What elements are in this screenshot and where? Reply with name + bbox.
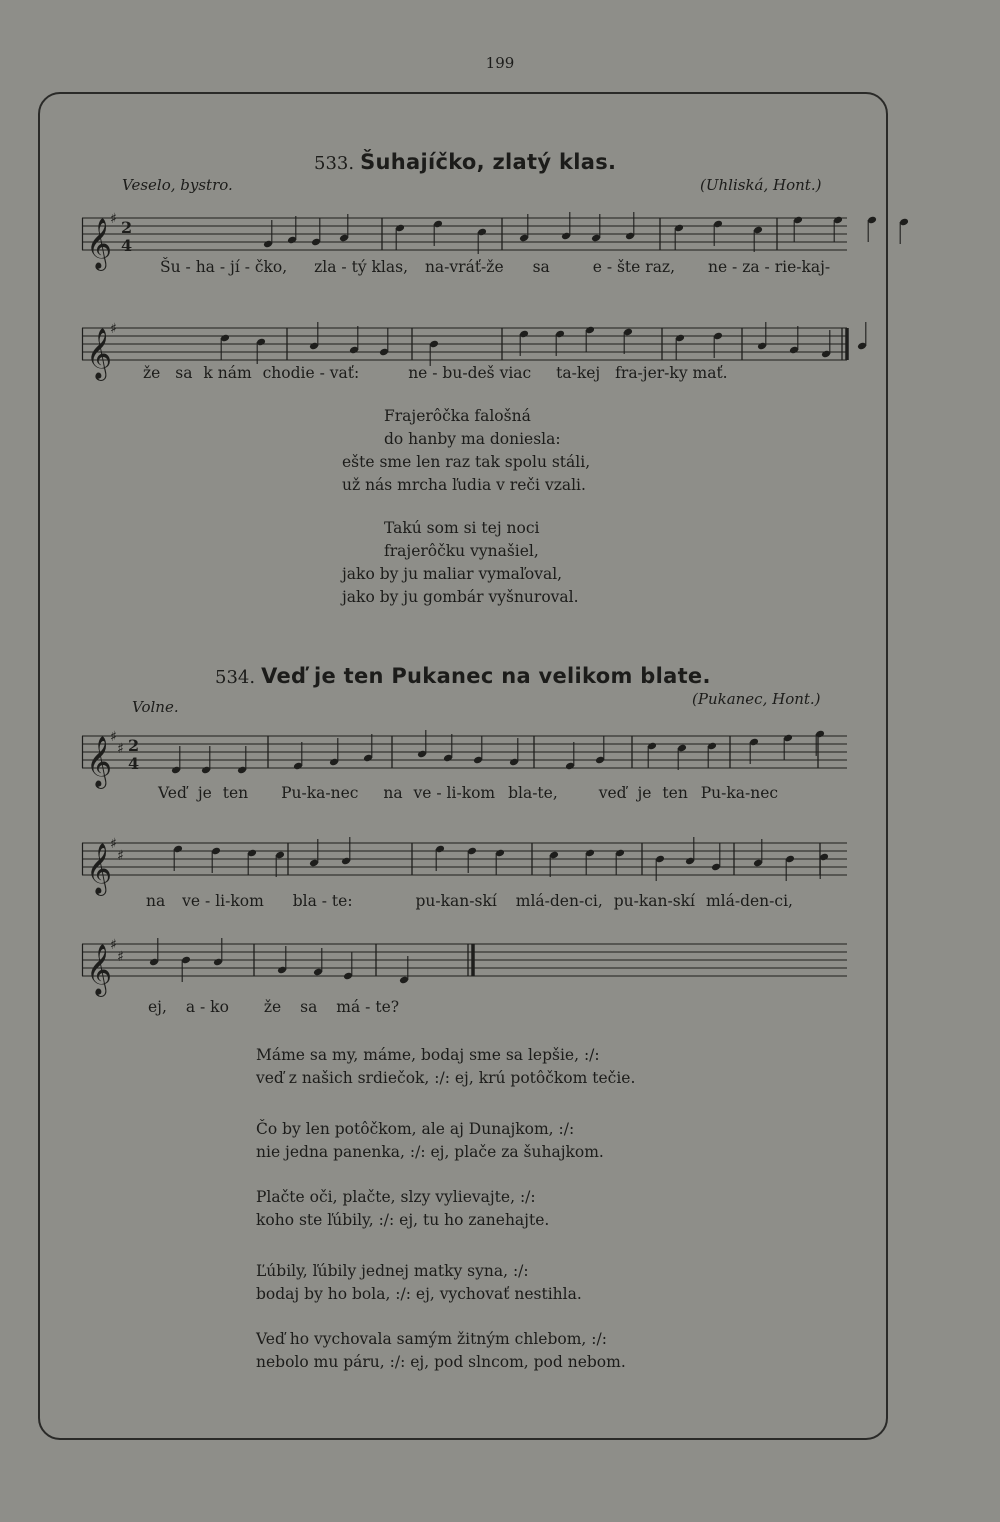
staff (82, 934, 847, 995)
lyric-syllable: ten (222, 784, 249, 802)
verse-line: nie jedna panenka, :/: ej, plače za šuhajkom. (256, 1143, 604, 1161)
song-534-lyric-line-2 (146, 892, 793, 910)
song-533-lyric-line-2 (143, 364, 728, 382)
lyric-syllable: klas, (371, 258, 409, 276)
page-number: 199 (485, 54, 515, 72)
song-534-verse-5 (256, 1328, 626, 1374)
song-534-verse-1 (256, 1044, 635, 1090)
lyric-syllable: je (197, 784, 212, 802)
song-534-origin: (Pukanec, Hont.) (692, 690, 821, 708)
verse-line: ešte sme len raz tak spolu stáli, (342, 453, 591, 471)
song-534-lyric-line-3 (148, 998, 399, 1016)
staff (82, 726, 847, 787)
lyric-syllable: pu-kan-skí (613, 892, 696, 910)
verse-line: frajerôčku vynašiel, (384, 542, 539, 560)
verse-line: Plačte oči, plačte, slzy vylievajte, :/: (256, 1188, 536, 1206)
lyric-syllable: sa (532, 258, 550, 276)
lyric-syllable: má (336, 998, 361, 1016)
lyric-syllable: - (319, 364, 325, 382)
sharp-icon: ♯ (110, 937, 117, 953)
time-signature-denominator: 4 (121, 236, 133, 255)
sharp-icon: ♯ (117, 741, 124, 757)
verse-line: Čo by len potôčkom, ale aj Dunajkom, :/: (256, 1120, 575, 1138)
lyric-syllable: te? (375, 998, 400, 1016)
lyric-syllable: viac (499, 364, 532, 382)
song-534-verse-4 (256, 1260, 582, 1306)
verse-line: jako by ju gombár vyšnuroval. (342, 588, 579, 606)
lyric-syllable: pu-kan-skí (415, 892, 497, 910)
sharp-icon: ♯ (117, 848, 124, 864)
sharp-icon: ♯ (117, 949, 124, 965)
lyric-syllable: veď (598, 784, 627, 802)
time-signature-numerator: 2 (121, 218, 133, 237)
treble-clef-icon: 𝄞 (86, 328, 113, 379)
song-534-tempo: Volne. (132, 698, 179, 716)
sharp-icon: ♯ (110, 836, 117, 852)
song-533-origin: (Uhliská, Hont.) (700, 176, 822, 194)
lyric-syllable: zla - tý (314, 258, 367, 276)
lyric-syllable: Šu - ha - jí - čko, (160, 258, 288, 276)
verse-line: nebolo mu páru, :/: ej, pod slncom, pod nebom. (256, 1353, 626, 1371)
lyric-syllable: ten (662, 784, 688, 802)
sharp-icon: ♯ (110, 321, 117, 337)
time-signature-numerator: 2 (128, 736, 140, 755)
verse-line: Máme sa my, máme, bodaj sme sa lepšie, :/: (256, 1046, 600, 1064)
lyric-syllable: ve - li-kom (413, 784, 496, 802)
song-533-verse-1 (342, 405, 590, 497)
lyric-syllable: ej, (148, 998, 167, 1016)
lyric-syllable: bla-te, (508, 784, 558, 802)
verse-line: Frajerôčka falošná (384, 407, 531, 425)
song-534-verse-3 (256, 1186, 549, 1232)
song-533-title: 533. Šuhajíčko, zlatý klas. (314, 150, 617, 174)
verse-line: Ľúbily, ľúbily jednej matky syna, :/: (256, 1262, 529, 1280)
lyric-syllable: mlá-den-ci, (705, 892, 793, 910)
staff (82, 833, 847, 894)
verse-line: veď z našich srdiečok, :/: ej, krú potôčkom tečie. (256, 1069, 636, 1087)
treble-clef-icon: 𝄞 (86, 736, 113, 787)
lyric-syllable: bla - te: (292, 892, 353, 910)
song-533-tempo: Veselo, bystro. (122, 176, 233, 194)
lyric-syllable: Pu-ka-nec (281, 784, 359, 802)
treble-clef-icon: 𝄞 (86, 843, 113, 894)
song-533-lyric-line-1 (160, 258, 830, 276)
lyric-syllable: na (146, 892, 166, 910)
lyric-syllable: chodie (262, 364, 315, 382)
verse-line: Takú som si tej noci (384, 519, 540, 537)
song-533-verse-2 (342, 517, 579, 609)
lyric-syllable: e - šte (592, 258, 641, 276)
lyric-syllable: že (263, 998, 282, 1016)
verse-line: bodaj by ho bola, :/: ej, vychovať nestihla. (256, 1285, 582, 1303)
lyric-syllable: raz, (645, 258, 676, 276)
verse-line: jako by ju maliar vymaľoval, (342, 565, 563, 583)
lyric-syllable: ve - li-kom (182, 892, 264, 910)
lyric-syllable: Veď (158, 784, 187, 802)
lyric-syllable: a - ko (185, 998, 229, 1016)
sharp-icon: ♯ (110, 729, 117, 745)
lyric-syllable: sa (300, 998, 318, 1016)
lyric-syllable: k nám (203, 364, 252, 382)
lyric-syllable: ta-kej (556, 364, 601, 382)
verse-line: do hanby ma doniesla: (384, 430, 561, 448)
lyric-syllable: Pu-ka-nec (700, 784, 779, 802)
verse-line: Veď ho vychovala samým žitným chlebom, :/: (256, 1330, 607, 1348)
lyric-syllable: fra-jer-ky (615, 364, 688, 382)
lyric-syllable: vať: (329, 364, 360, 382)
lyric-syllable: sa (175, 364, 193, 382)
treble-clef-icon: 𝄞 (86, 944, 113, 995)
verse-line: koho ste ľúbily, :/: ej, tu ho zanehajte. (256, 1211, 550, 1229)
lyric-syllable: ne - za - rie-kaj- (707, 258, 831, 276)
song-534-lyric-line-1 (158, 784, 778, 802)
song-534-title: 534. Veď je ten Pukanec na velikom blate. (215, 664, 711, 688)
lyric-syllable: mlá-den-ci, (515, 892, 603, 910)
lyric-syllable: že (143, 364, 161, 382)
time-signature-denominator: 4 (128, 754, 140, 773)
lyric-syllable: ne - bu-deš (408, 364, 495, 382)
lyric-syllable: na (383, 784, 403, 802)
sharp-icon: ♯ (110, 211, 117, 227)
song-534-verse-2 (256, 1118, 604, 1164)
lyric-syllable: - (365, 998, 371, 1016)
lyric-syllable: mať. (692, 364, 728, 382)
lyric-syllable: je (637, 784, 652, 802)
lyric-syllable: na-vráť-že (424, 258, 504, 276)
treble-clef-icon: 𝄞 (86, 218, 113, 269)
verse-line: už nás mrcha ľudia v reči vzali. (342, 476, 586, 494)
